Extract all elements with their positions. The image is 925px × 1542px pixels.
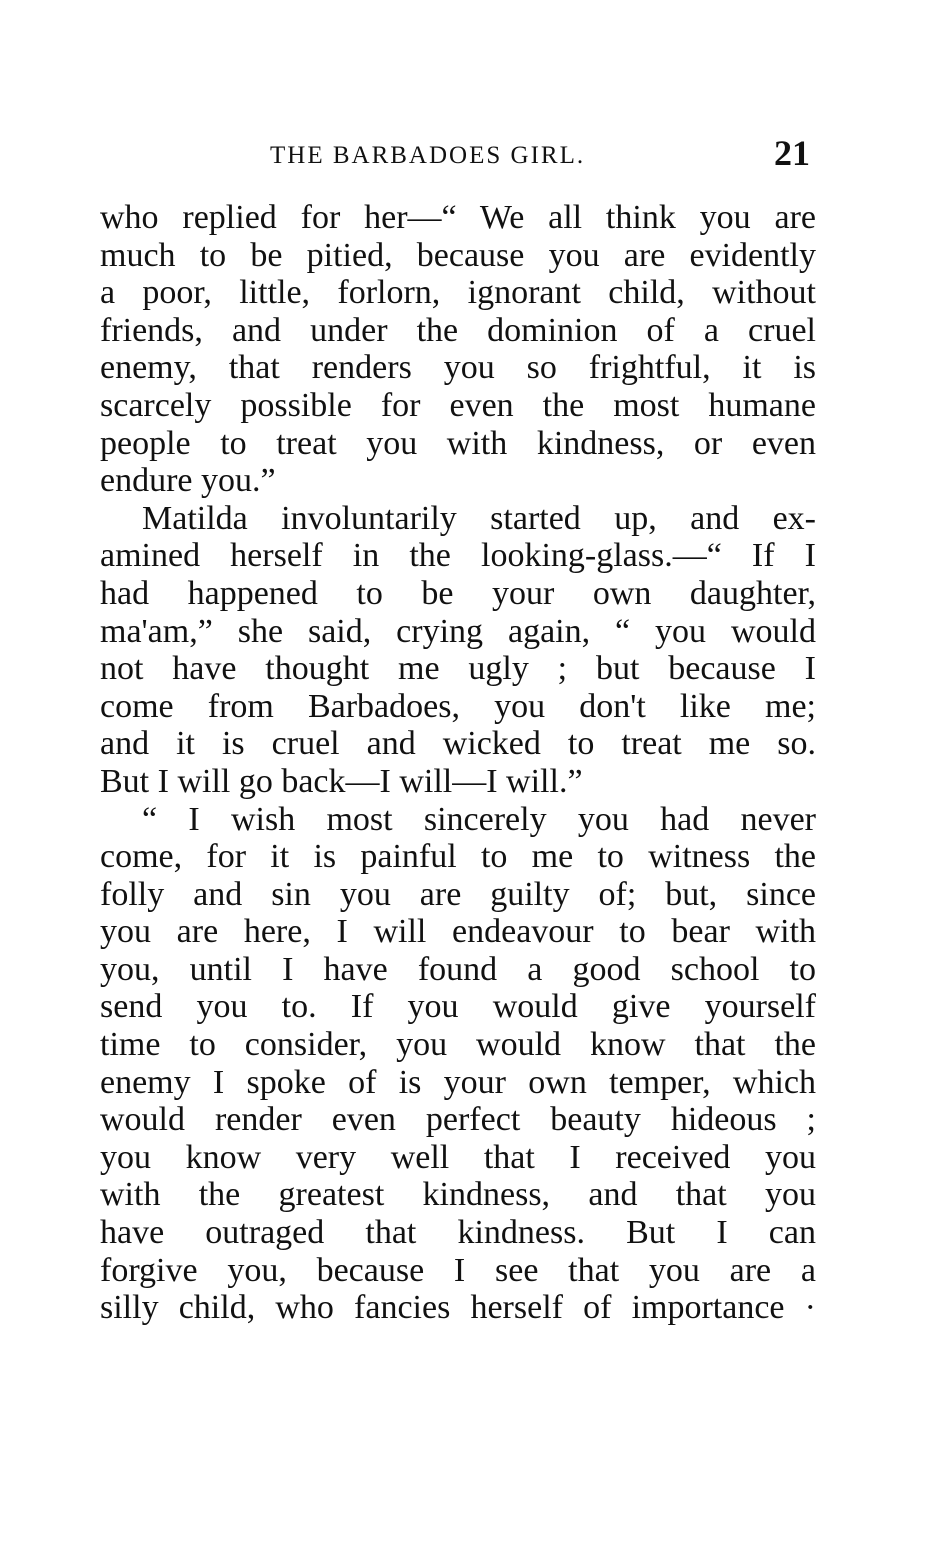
text-line: people to treat you with kindness, or even	[100, 424, 816, 462]
text-line: come, for it is painful to me to witness the	[100, 838, 816, 876]
text-line: endure you.”	[100, 462, 276, 500]
text-line: who replied for her—“ We all think you are	[100, 199, 816, 236]
text-line: come from Barbadoes, you don't like me;	[100, 687, 816, 725]
text-line: not have thought me ugly ; but because I	[100, 650, 816, 688]
text-line: enemy, that renders you so frightful, it is	[100, 349, 816, 387]
text-line: a poor, little, forlorn, ignorant child, without	[100, 274, 816, 312]
text-line: Matilda involuntarily started up, and ex-	[142, 499, 816, 537]
text-line: would render even perfect beauty hideous ;	[100, 1101, 816, 1139]
text-line: enemy I spoke of is your own temper, which	[100, 1063, 816, 1101]
text-line: forgive you, because I see that you are a	[100, 1251, 816, 1289]
running-head	[100, 132, 812, 176]
body-text	[100, 199, 816, 1327]
text-line: silly child, who fancies herself of importance ·	[100, 1289, 816, 1327]
text-line: friends, and under the dominion of a cruel	[100, 311, 816, 349]
page-number: 21	[774, 133, 810, 173]
text-line: you, until I have found a good school to	[100, 950, 816, 988]
text-line: have outraged that kindness. But I can	[100, 1214, 816, 1252]
text-line: you are here, I will endeavour to bear with	[100, 913, 816, 951]
text-line: you know very well that I received you	[100, 1138, 816, 1176]
text-line: much to be pitied, because you are evidently	[100, 236, 816, 274]
text-line: amined herself in the looking-glass.—“ If I	[100, 537, 816, 575]
text-line: But I will go back—I will—I will.”	[100, 762, 583, 800]
text-line: scarcely possible for even the most humane	[100, 386, 816, 424]
text-line: time to consider, you would know that the	[100, 1026, 816, 1064]
text-line: had happened to be your own daughter,	[100, 574, 816, 612]
text-line: “ I wish most sincerely you had never	[142, 800, 816, 838]
text-line: and it is cruel and wicked to treat me so.	[100, 725, 816, 763]
text-line: send you to. If you would give yourself	[100, 988, 816, 1026]
text-line: folly and sin you are guilty of; but, since	[100, 875, 816, 913]
running-title: THE BARBADOES GIRL.	[270, 142, 586, 169]
text-line: ma'am,” she said, crying again, “ you would	[100, 612, 816, 650]
text-line: with the greatest kindness, and that you	[100, 1176, 816, 1214]
